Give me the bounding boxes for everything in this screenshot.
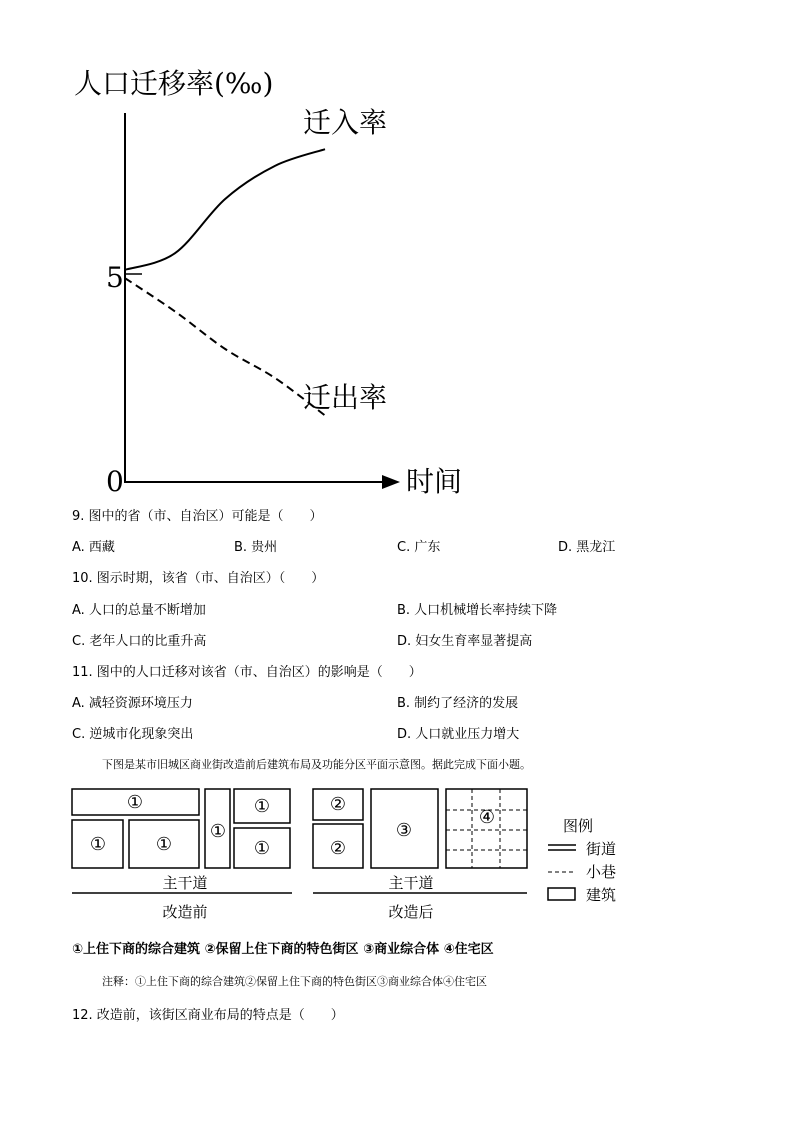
legend-street-label: 街道 [586,840,617,858]
block-label: ② [329,794,347,815]
block-label: ③ [395,820,413,841]
block-label: ① [89,834,107,855]
question-12-stem: 12. 改造前，该街区商业布局的特点是（ ） [72,1008,344,1023]
block-label: ① [253,838,271,859]
building-after-4 [446,789,527,868]
option-b: B. 人口机械增长率持续下降 [397,603,558,618]
immigration-rate-line [125,149,325,270]
option-d: D. 妇女生育率显著提高 [397,634,533,649]
x-axis-label: 时间 [406,465,463,498]
option-d: D. 黑龙江 [558,540,616,555]
diagram-note: 注释：①上住下商的综合建筑②保留上住下商的特色街区③商业综合体④住宅区 [102,975,487,988]
block-label: ① [155,834,173,855]
alley-lines [446,789,527,868]
block-label: ① [253,796,271,817]
option-d: D. 人口就业压力增大 [397,727,520,742]
immigration-rate-label: 迁入率 [303,106,388,139]
legend-alley-label: 小巷 [586,863,617,881]
emigration-rate-line [125,278,325,415]
main-road-label-before: 主干道 [162,874,208,892]
option-a: A. 西藏 [72,540,115,555]
before-label: 改造前 [162,903,208,921]
option-a: A. 人口的总量不断增加 [72,603,206,618]
migration-rate-chart [60,55,480,500]
question-stem: 10. 图示时期，该省（市、自治区）（ ） [72,571,325,586]
street-layout-diagram [60,780,640,925]
block-label: ① [126,792,144,813]
option-b: B. 贵州 [234,540,278,555]
x-axis-arrow [382,475,400,489]
question-stem: 9. 图中的省（市、自治区）可能是（ ） [72,509,323,524]
option-c: C. 广东 [397,540,441,555]
option-c: C. 逆城市化现象突出 [72,727,194,742]
option-b: B. 制约了经济的发展 [397,696,519,711]
main-road-label-after: 主干道 [388,874,434,892]
diagram-caption: ①上住下商的综合建筑 ②保留上住下商的特色街区 ③商业综合体 ④住宅区 [72,942,494,957]
y-axis-label: 人口迁移率(‰) [74,67,274,100]
y-tick-label-5: 5 [106,261,124,294]
block-label: ① [209,821,227,842]
option-a: A. 减轻资源环境压力 [72,696,193,711]
legend-title: 图例 [563,817,594,835]
diagram-intro: 下图是某市旧城区商业街改造前后建筑布局及功能分区平面示意图。据此完成下面小题。 [102,758,531,771]
after-label: 改造后 [388,903,434,921]
legend-building-label: 建筑 [586,886,617,904]
option-c: C. 老年人口的比重升高 [72,634,207,649]
question-stem: 11. 图中的人口迁移对该省（市、自治区）的影响是（ ） [72,665,422,680]
emigration-rate-label: 迁出率 [303,381,388,414]
block-label: ④ [478,807,496,828]
legend-building-box [548,888,575,900]
y-tick-label-0: 0 [106,465,124,498]
block-label: ② [329,838,347,859]
